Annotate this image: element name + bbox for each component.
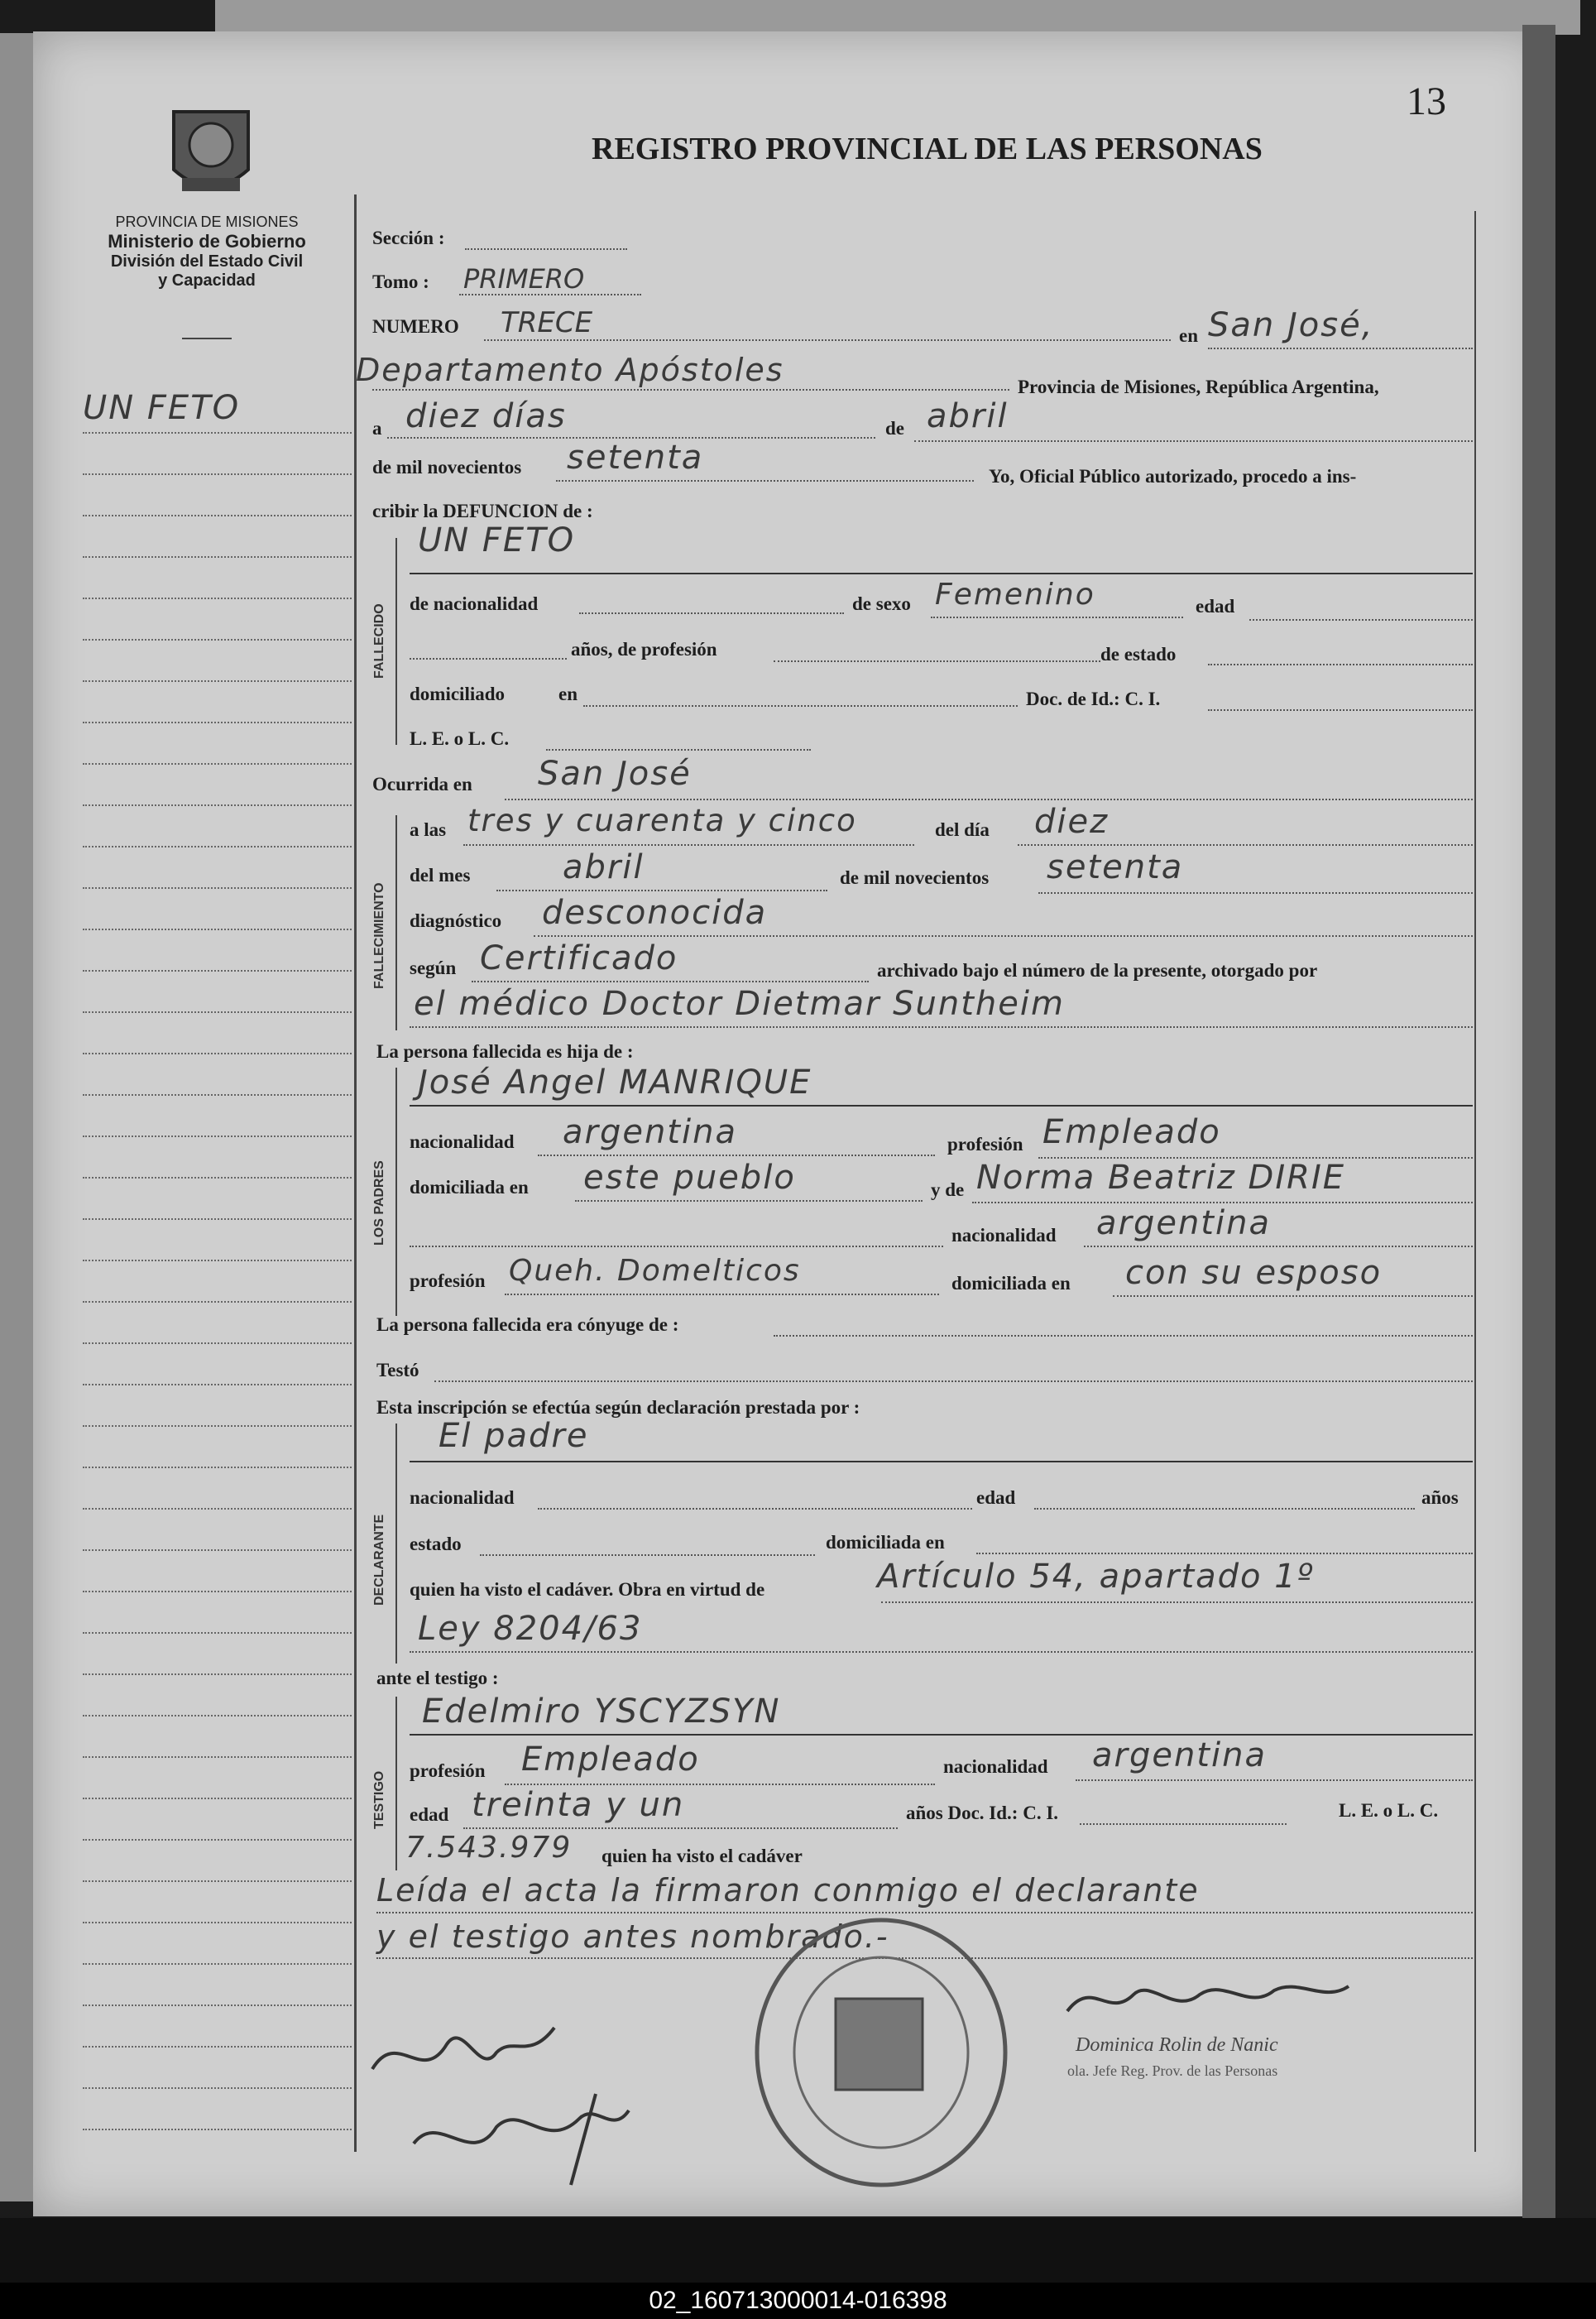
madre-prof-line <box>505 1294 939 1295</box>
margin-line <box>83 1384 352 1385</box>
official-stamp-icon <box>749 1912 1014 2193</box>
margin-line <box>83 1798 352 1799</box>
le-line <box>546 749 811 751</box>
dia-num-line <box>1018 844 1473 846</box>
testigo-prof-line <box>505 1784 935 1785</box>
quien-visto-label: quien ha visto el cadáver. Obra en virtud de <box>410 1579 765 1600</box>
testigo-nac-value: argentina <box>1092 1736 1267 1774</box>
doc-id-label: Doc. de Id.: C. I. <box>1026 689 1161 709</box>
previous-page-edge <box>0 33 33 2201</box>
diagnostico-line <box>534 935 1473 937</box>
margin-line <box>83 1011 352 1013</box>
dia-value: diez días <box>405 397 567 435</box>
sexo-label: de sexo <box>852 593 911 614</box>
madre-prof-label: profesión <box>410 1270 486 1291</box>
decl-edad-label: edad <box>976 1487 1016 1508</box>
de-label: de <box>885 418 904 439</box>
testigo-edad-label: edad <box>410 1804 449 1825</box>
padre-prof-value: Empleado <box>1042 1113 1221 1151</box>
hija-de-label: La persona fallecida es hija de : <box>376 1041 634 1062</box>
book-binding <box>1522 25 1555 2218</box>
ocurrida-label: Ocurrida en <box>372 774 472 795</box>
margin-line <box>83 598 352 599</box>
margin-line <box>83 1425 352 1427</box>
margin-line <box>83 722 352 723</box>
testo-label: Testó <box>376 1360 419 1380</box>
edad-label: edad <box>1196 596 1235 617</box>
y-de-label: y de <box>931 1179 965 1200</box>
official-signature-icon <box>1059 1970 1357 2028</box>
madre-extra-line <box>410 1246 943 1247</box>
en-label-2: en <box>558 684 578 704</box>
margin-line <box>83 432 352 434</box>
conyuge-label: La persona fallecida era cónyuge de : <box>376 1314 679 1335</box>
segun-label: según <box>410 958 457 978</box>
mil-nov-label: de mil novecientos <box>840 867 990 888</box>
madre-dom-line <box>1113 1295 1473 1297</box>
padres-bracket <box>395 1068 397 1316</box>
testigo-edad-value: treinta y un <box>472 1786 685 1824</box>
margin-line <box>83 1467 352 1468</box>
hora-line <box>463 844 914 846</box>
de-estado-label: de estado <box>1100 644 1177 665</box>
margin-line <box>83 1508 352 1510</box>
margin-line <box>83 1053 352 1054</box>
madre-dom-value: con su esposo <box>1125 1254 1383 1292</box>
testigo-prof-label: profesión <box>410 1760 486 1781</box>
dia-num-value: diez <box>1034 803 1110 841</box>
margin-line <box>83 1756 352 1758</box>
departamento-line <box>372 389 1009 391</box>
declarante-bracket <box>395 1424 397 1664</box>
en-line <box>1208 348 1473 349</box>
margin-line <box>83 1260 352 1261</box>
declarante-value: El padre <box>439 1417 589 1455</box>
margin-line <box>83 515 352 516</box>
ley-value: Ley 8204/63 <box>418 1610 643 1648</box>
margin-line <box>83 2129 352 2130</box>
margin-line <box>83 1922 352 1923</box>
margin-line <box>83 1135 352 1137</box>
mes2-line <box>496 890 827 891</box>
nacionalidad-line <box>579 612 844 614</box>
anos-line <box>410 658 567 660</box>
anos-profesion-label: años, de profesión <box>571 639 717 660</box>
leida-line2: y el testigo antes nombrado.- <box>376 1918 889 1955</box>
obra-value: Artículo 54, apartado 1º <box>877 1558 1315 1596</box>
en-label: en <box>1179 325 1198 346</box>
margin-line <box>83 2087 352 2089</box>
decl-edad-line <box>1034 1508 1415 1510</box>
padre-value: José Angel MANRIQUE <box>418 1063 812 1102</box>
testo-line <box>434 1380 1473 1382</box>
ministry-province: PROVINCIA DE MISIONES <box>115 214 299 230</box>
margin-line <box>83 1549 352 1551</box>
padre-line <box>410 1105 1473 1107</box>
testigo-bracket <box>395 1697 397 1870</box>
leida-line1: Leída el acta la firmaron conmigo el declarante <box>376 1872 1200 1908</box>
testigo-le-label: L. E. o L. C. <box>1339 1800 1439 1821</box>
nombre-line <box>410 573 1473 574</box>
testigo-edad-line <box>463 1827 898 1829</box>
margin-line <box>83 1094 352 1096</box>
top-edge <box>215 0 1580 35</box>
ocurrida-line <box>505 799 1473 800</box>
diagnostico-label: diagnóstico <box>410 910 502 931</box>
madre-dom-label: domiciliada en <box>951 1273 1071 1294</box>
ante-testigo-label: ante el testigo : <box>376 1668 499 1688</box>
declarante-side-label: DECLARANTE <box>372 1514 386 1606</box>
margin-line <box>83 639 352 641</box>
seccion-line <box>465 248 627 250</box>
margin-line <box>83 1218 352 1220</box>
mil-label: de mil novecientos <box>372 457 522 478</box>
madre-nac-value: argentina <box>1096 1204 1271 1242</box>
ley-line <box>410 1651 1473 1653</box>
testigo-side-label: TESTIGO <box>372 1770 386 1829</box>
margin-line <box>83 2005 352 2006</box>
madre-nac-line <box>1084 1246 1473 1247</box>
le-lc-label: L. E. o L. C. <box>410 728 510 749</box>
nacionalidad-label: de nacionalidad <box>410 593 539 614</box>
numero-label: NUMERO <box>372 316 459 337</box>
anos-doc-label: años Doc. Id.: C. I. <box>906 1803 1059 1823</box>
ministry-capacity: y Capacidad <box>158 271 256 290</box>
archivado-label: archivado bajo el número de la presente, otorgado por <box>877 960 1318 981</box>
decl-nac-line <box>538 1508 972 1510</box>
padre-nac-line <box>538 1155 935 1156</box>
numero-line <box>484 339 1171 341</box>
nombre-value: UN FETO <box>418 521 576 559</box>
medico-line <box>410 1026 1473 1028</box>
margin-line <box>83 1839 352 1841</box>
fallecido-side-label: FALLECIDO <box>372 603 386 679</box>
margin-note: UN FETO <box>83 389 241 427</box>
doc-line <box>1208 709 1473 711</box>
fallecido-bracket <box>395 538 397 745</box>
margin-line <box>83 1715 352 1716</box>
fallecimiento-side-label: FALLECIMIENTO <box>372 882 386 989</box>
a-las-label: a las <box>410 819 447 840</box>
inscribir-label: cribir la DEFUNCION de : <box>372 501 593 521</box>
margin-line <box>83 2046 352 2048</box>
domiciliado-label: domiciliado <box>410 684 506 704</box>
margin-line <box>83 929 352 930</box>
margin-line <box>83 473 352 475</box>
padre-dom-value: este pueblo <box>583 1159 796 1197</box>
en-value: San José, <box>1208 306 1374 344</box>
numero-value: TRECE <box>501 306 593 339</box>
bottom-background <box>0 2218 1596 2284</box>
page-number: 13 <box>1407 79 1446 123</box>
margin-line <box>83 1632 352 1634</box>
column-divider <box>354 194 357 2152</box>
padre-dom-line <box>575 1200 923 1202</box>
domicilio-line <box>583 705 1018 707</box>
testigo-value: Edelmiro YSCYZSYN <box>422 1692 781 1731</box>
ocurrida-value: San José <box>538 755 692 793</box>
right-border <box>1474 211 1476 2152</box>
departamento-value: Departamento Apóstoles <box>356 352 784 388</box>
image-caption: 02_160713000014-016398 <box>0 2283 1596 2319</box>
margin-line <box>83 763 352 765</box>
decl-anos-label: años <box>1421 1487 1459 1508</box>
profesion-line <box>774 660 1100 662</box>
provincial-seal-icon <box>157 95 265 203</box>
edad-line <box>1249 619 1473 621</box>
testigo-doc-value: 7.543.979 <box>405 1831 573 1865</box>
madre-value: Norma Beatriz DIRIE <box>976 1159 1346 1197</box>
decl-dom-label: domiciliada en <box>826 1532 945 1553</box>
domiciliada-label: domiciliada en <box>410 1177 529 1198</box>
decl-nac-label: nacionalidad <box>410 1487 515 1508</box>
official-name: Dominica Rolin de Nanic <box>1076 2034 1278 2056</box>
mes-line <box>914 440 1473 442</box>
seccion-label: Sección : <box>372 228 445 248</box>
testigo-prof-value: Empleado <box>521 1740 700 1779</box>
official-title: ola. Jefe Reg. Prov. de las Personas <box>1067 2062 1278 2079</box>
margin-line <box>83 1880 352 1882</box>
declarante-signature-icon <box>364 2011 645 2193</box>
mes2-value: abril <box>563 848 645 886</box>
ministry-name: Ministerio de Gobierno <box>108 231 306 252</box>
testigo-nac-line <box>1076 1779 1473 1781</box>
segun-value: Certificado <box>480 939 678 977</box>
sexo-value: Femenino <box>935 578 1095 612</box>
margin-line <box>83 1342 352 1344</box>
margin-line <box>83 970 352 972</box>
margin-line <box>83 1963 352 1965</box>
mes-value: abril <box>927 397 1009 435</box>
margin-line <box>83 1177 352 1179</box>
margin-line <box>83 846 352 847</box>
tomo-line <box>459 294 641 295</box>
medico-value: el médico Doctor Dietmar Suntheim <box>414 985 1065 1023</box>
decl-estado-line <box>480 1554 815 1556</box>
testigo-doc-line <box>1080 1823 1287 1825</box>
anio2-value: setenta <box>1047 848 1184 886</box>
estado-line <box>1208 664 1473 665</box>
hora-value: tres y cuarenta y cinco <box>467 803 857 838</box>
quien-visto2-label: quien ha visto el cadáver <box>601 1846 803 1866</box>
ministry-divider <box>182 338 232 339</box>
padre-nac-label: nacionalidad <box>410 1131 515 1152</box>
margin-line <box>83 1673 352 1675</box>
margin-line <box>83 1591 352 1592</box>
testigo-line <box>410 1734 1473 1736</box>
inscripcion-label: Esta inscripción se efectúa según declaración prestada por : <box>376 1397 860 1418</box>
decl-estado-label: estado <box>410 1534 462 1554</box>
margin-line <box>83 1301 352 1303</box>
madre-nac-label: nacionalidad <box>951 1225 1057 1246</box>
del-dia-label: del día <box>935 819 990 840</box>
decl-dom-line <box>976 1553 1473 1554</box>
padre-prof-label: profesión <box>947 1134 1023 1155</box>
margin-line <box>83 680 352 682</box>
madre-prof-value: Queh. Domelticos <box>509 1254 801 1288</box>
anio2-line <box>1038 892 1473 894</box>
sexo-line <box>931 617 1183 618</box>
a-label: a <box>372 418 382 439</box>
obra-line <box>881 1601 1473 1603</box>
margin-line <box>83 556 352 558</box>
page-title: REGISTRO PROVINCIAL DE LAS PERSONAS <box>592 132 1263 166</box>
margin-line <box>83 887 352 889</box>
padre-nac-value: argentina <box>563 1113 737 1151</box>
anio-value: setenta <box>567 439 704 477</box>
tomo-value: PRIMERO <box>463 263 585 295</box>
diagnostico-value: desconocida <box>542 894 768 932</box>
fallecimiento-bracket <box>395 815 397 1030</box>
padres-side-label: LOS PADRES <box>372 1160 386 1246</box>
anio-line <box>556 480 974 482</box>
margin-line <box>83 804 352 806</box>
ministry-division: División del Estado Civil <box>110 252 304 271</box>
declarante-line <box>410 1461 1473 1462</box>
del-mes-label: del mes <box>410 865 471 886</box>
madre-line <box>972 1202 1473 1203</box>
conyuge-line <box>774 1335 1473 1337</box>
testigo-nac-label: nacionalidad <box>943 1756 1048 1777</box>
segun-line <box>472 981 869 982</box>
provincia-label: Provincia de Misiones, República Argentina, <box>1018 377 1379 397</box>
tomo-label: Tomo : <box>372 271 429 292</box>
yo-oficial-label: Yo, Oficial Público autorizado, procedo a ins- <box>989 466 1357 487</box>
